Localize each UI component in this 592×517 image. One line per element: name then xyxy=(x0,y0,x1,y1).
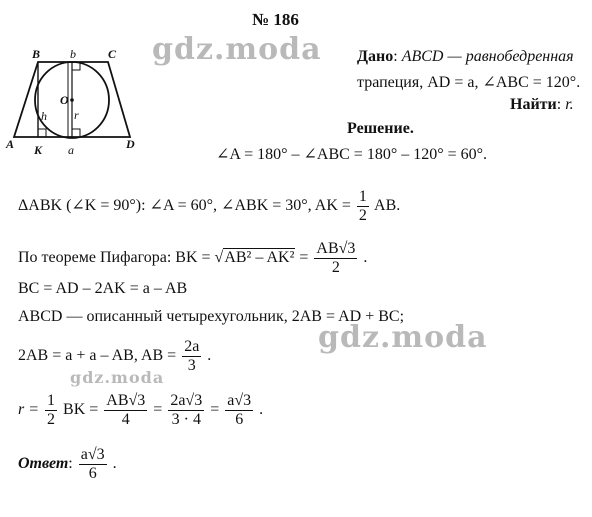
triangle-tail: AB. xyxy=(374,196,401,214)
ab-frac-num: 2a xyxy=(184,338,200,355)
ab-line xyxy=(18,338,211,374)
radius-f1-den: 2 xyxy=(47,410,56,428)
problem-number: № 186 xyxy=(252,10,299,29)
label-d-vertex: D xyxy=(126,137,135,151)
radius-eq-1: = xyxy=(153,400,163,418)
label-b-side: b xyxy=(70,47,76,61)
solution-title: Решение. xyxy=(347,120,414,137)
find-label: Найти xyxy=(510,96,557,113)
answer-label: Ответ xyxy=(18,454,69,472)
abcd-line: ABCD — описанный четырехугольник, 2AB = AD + BC; xyxy=(18,308,405,325)
radius-prefix: r = xyxy=(18,400,40,418)
label-k-point: K xyxy=(34,143,43,156)
bc-line: BC = AD – 2AK = a – AB xyxy=(18,280,188,297)
answer-num: a√3 xyxy=(80,446,105,463)
pythagoras-tail: . xyxy=(363,248,368,266)
triangle-line xyxy=(18,188,400,224)
ab-tail: . xyxy=(207,346,212,364)
label-c-vertex: C xyxy=(108,47,117,61)
pythagoras-radicand: AB² – AK² xyxy=(224,248,295,266)
triangle-fraction xyxy=(357,188,369,224)
given-line-1: Дано: ABCD — равнобедренная xyxy=(357,48,574,65)
angle-line: ∠A = 180° – ∠ABC = 180° – 120° = 60°. xyxy=(216,146,488,163)
label-h-height: h xyxy=(41,109,47,123)
ab-frac-den: 3 xyxy=(187,356,196,374)
radius-bk: BK = xyxy=(63,400,99,418)
triangle-frac-num: 1 xyxy=(358,188,367,205)
pythagoras-fraction xyxy=(314,240,357,276)
radius-f3-den: 3 · 4 xyxy=(171,410,201,428)
radius-f4-den: 6 xyxy=(235,410,244,428)
ab-prefix: 2AB = a + a – AB, AB = xyxy=(18,346,177,364)
given-text-1: ABCD — равнобедренная xyxy=(401,48,574,65)
label-a-side: a xyxy=(68,143,74,156)
radius-fraction-3 xyxy=(168,392,204,428)
watermark-small: gdz.moda xyxy=(70,368,165,387)
radius-f4-num: a√3 xyxy=(227,392,252,409)
label-a-vertex: A xyxy=(6,137,15,151)
label-r-radius: r xyxy=(74,108,79,122)
pythagoras-prefix: По теореме Пифагора: BK = xyxy=(18,248,211,266)
pythagoras-line: По теореме Пифагора: BK = √AB² – AK² = $\frac{AB√3}{2}$ . xyxy=(18,240,368,276)
pythagoras-frac-num: AB√3 xyxy=(316,240,356,257)
watermark-top: gdz.moda xyxy=(152,32,322,67)
given-line-2: трапеция, AD = a, ∠ABC = 120°. xyxy=(357,74,581,91)
answer-line: Ответ: $\frac{a√3}{6}$ . xyxy=(18,446,117,482)
triangle-frac-den: 2 xyxy=(358,206,367,224)
radius-f2-den: 4 xyxy=(121,410,130,428)
radius-fraction-2 xyxy=(104,392,147,428)
radius-tail: . xyxy=(259,400,264,418)
radius-f2-num: AB√3 xyxy=(106,392,146,409)
answer-fraction xyxy=(79,446,107,482)
triangle-text: ΔABK (∠K = 90°): ∠A = 60°, ∠ABK = 30°, AK = xyxy=(18,196,351,214)
find-value: r. xyxy=(565,96,574,113)
radius-fraction-4 xyxy=(225,392,253,428)
answer-den: 6 xyxy=(88,464,97,482)
trapezoid-figure xyxy=(4,44,144,156)
label-o-center: O xyxy=(60,93,69,107)
right-angle-bottom xyxy=(72,129,80,137)
radius-eq-2: = xyxy=(210,400,220,418)
right-angle-k xyxy=(38,129,46,137)
radius-f3-num: 2a√3 xyxy=(170,392,203,409)
center-point-o xyxy=(70,98,74,102)
radius-line xyxy=(18,392,263,428)
ab-fraction xyxy=(182,338,201,374)
find-line: Найти: r. xyxy=(510,96,574,113)
radius-f1-num: 1 xyxy=(47,392,56,409)
pythagoras-frac-den: 2 xyxy=(331,258,340,276)
pythagoras-equals: = xyxy=(299,248,309,266)
label-b-vertex: B xyxy=(32,47,41,61)
watermark-middle: gdz.moda xyxy=(318,320,488,355)
answer-tail: . xyxy=(112,454,117,472)
given-label: Дано xyxy=(357,48,394,65)
radius-fraction-1 xyxy=(45,392,57,428)
